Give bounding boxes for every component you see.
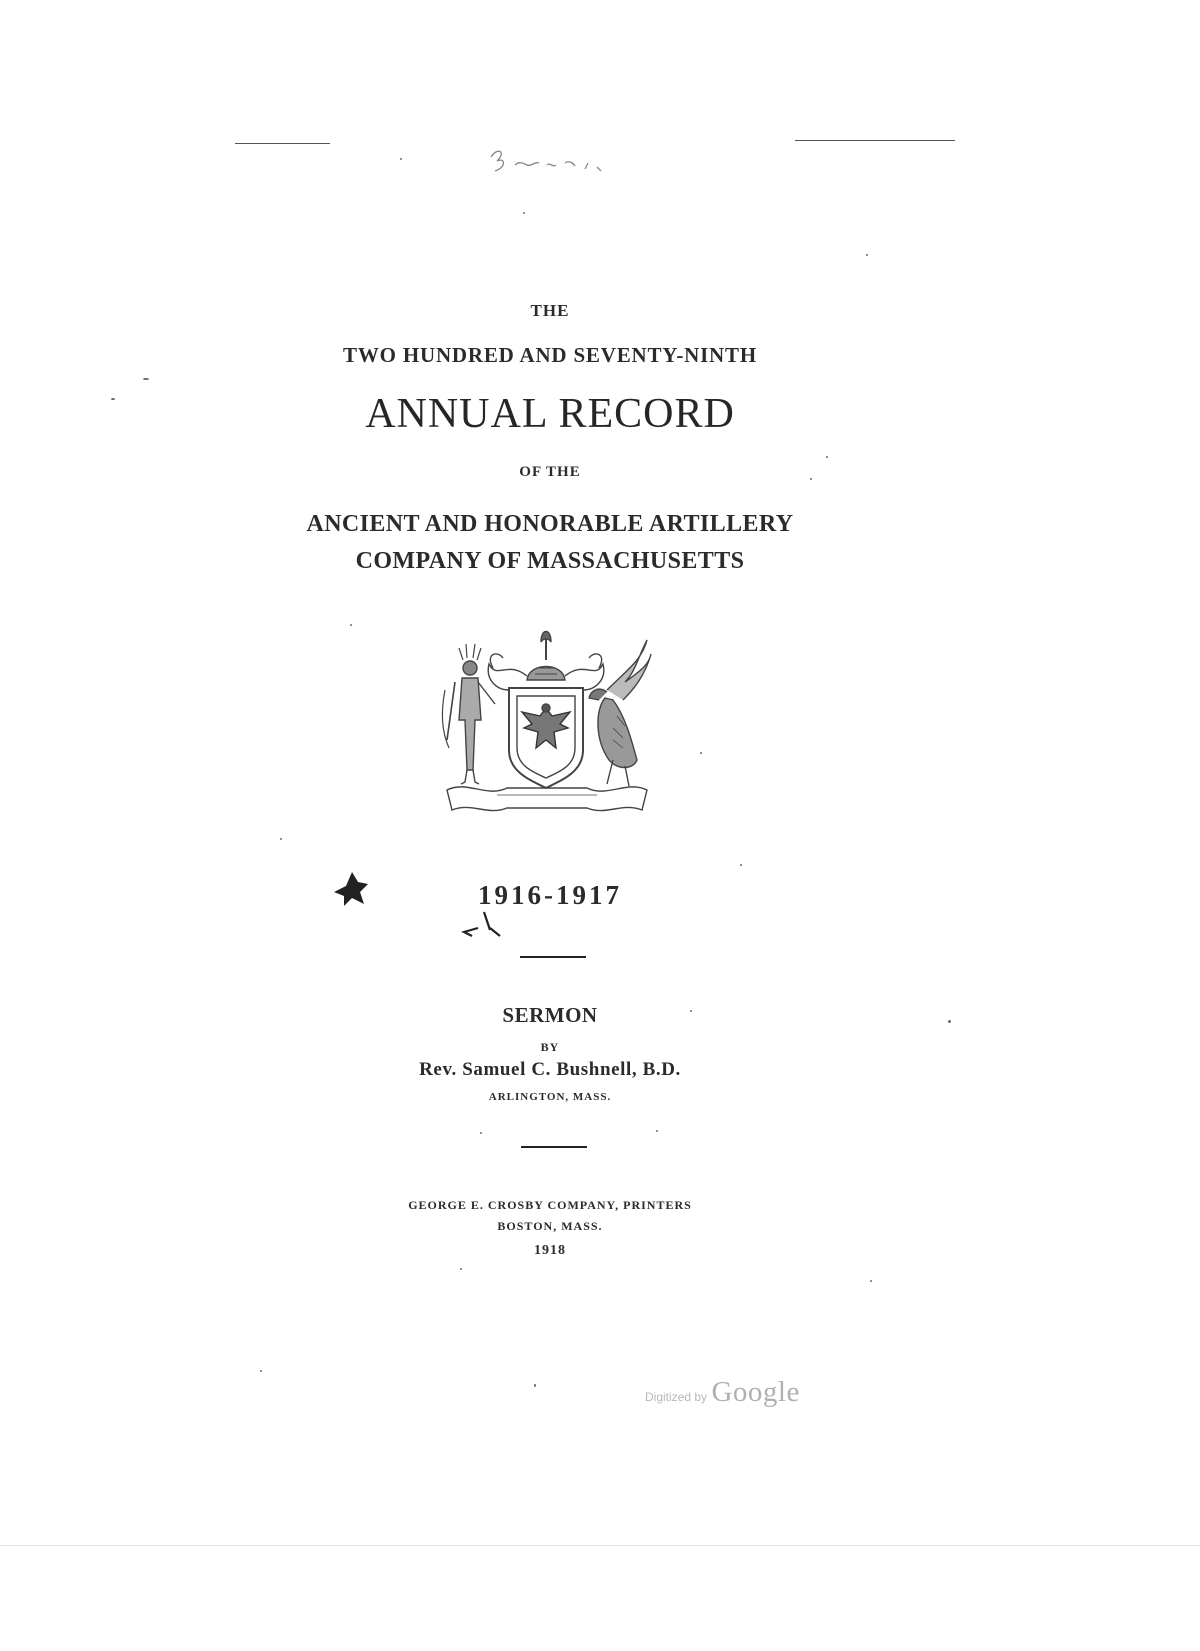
scan-speck (111, 398, 115, 400)
divider-rule-2 (521, 1146, 587, 1148)
handwritten-mark-icon (485, 143, 625, 183)
scan-speck (656, 1130, 658, 1132)
printer-block (0, 1195, 1100, 1261)
scan-speck (460, 1268, 462, 1270)
scan-speck (350, 624, 352, 626)
coat-of-arms-icon (437, 620, 655, 838)
scan-speck (690, 1010, 692, 1012)
scan-speck (400, 158, 402, 160)
ordinal-line: TWO HUNDRED AND SEVENTY-NINTH (343, 343, 757, 367)
of-the-label: OF THE (519, 464, 581, 480)
organization-line-1: ANCIENT AND HONORABLE ARTILLERY (306, 511, 794, 537)
scan-speck (810, 478, 812, 480)
by-label: BY (540, 1040, 560, 1054)
scan-speck (740, 864, 742, 866)
publication-year: 1918 (534, 1243, 566, 1258)
scan-speck (948, 1020, 951, 1023)
scan-speck (280, 838, 282, 840)
digitized-prefix: Digitized by (645, 1390, 708, 1404)
scan-edge-line (0, 1545, 1200, 1546)
author-name: Rev. Samuel C. Bushnell, B.D. (419, 1059, 681, 1080)
scan-speck (534, 1384, 536, 1387)
the-label: THE (530, 301, 570, 320)
scan-speck (143, 378, 149, 380)
scan-speck (523, 212, 525, 214)
ink-scribble-icon (460, 908, 512, 944)
scan-speck (866, 254, 868, 256)
ink-blot-icon (330, 868, 378, 918)
printer-place: BOSTON, MASS. (497, 1219, 603, 1233)
digitized-watermark (645, 1376, 800, 1409)
scan-dash-right (795, 140, 955, 141)
google-logo: Google (711, 1376, 800, 1408)
scan-speck (826, 456, 828, 458)
printer-name: GEORGE E. CROSBY COMPANY, PRINTERS (408, 1198, 692, 1212)
author-place: ARLINGTON, MASS. (488, 1091, 612, 1103)
scan-speck (700, 752, 702, 754)
organization-line-2: COMPANY OF MASSACHUSETTS (355, 548, 745, 574)
divider-rule-1 (520, 956, 586, 958)
scan-speck (260, 1370, 262, 1372)
organization-name (0, 506, 1100, 580)
scan-speck (480, 1132, 482, 1134)
scan-speck (870, 1280, 872, 1282)
sermon-heading: SERMON (502, 1003, 598, 1027)
scan-dash-left (235, 143, 330, 144)
document-title: ANNUAL RECORD (365, 391, 735, 437)
year-range: 1916-1917 (478, 880, 622, 910)
